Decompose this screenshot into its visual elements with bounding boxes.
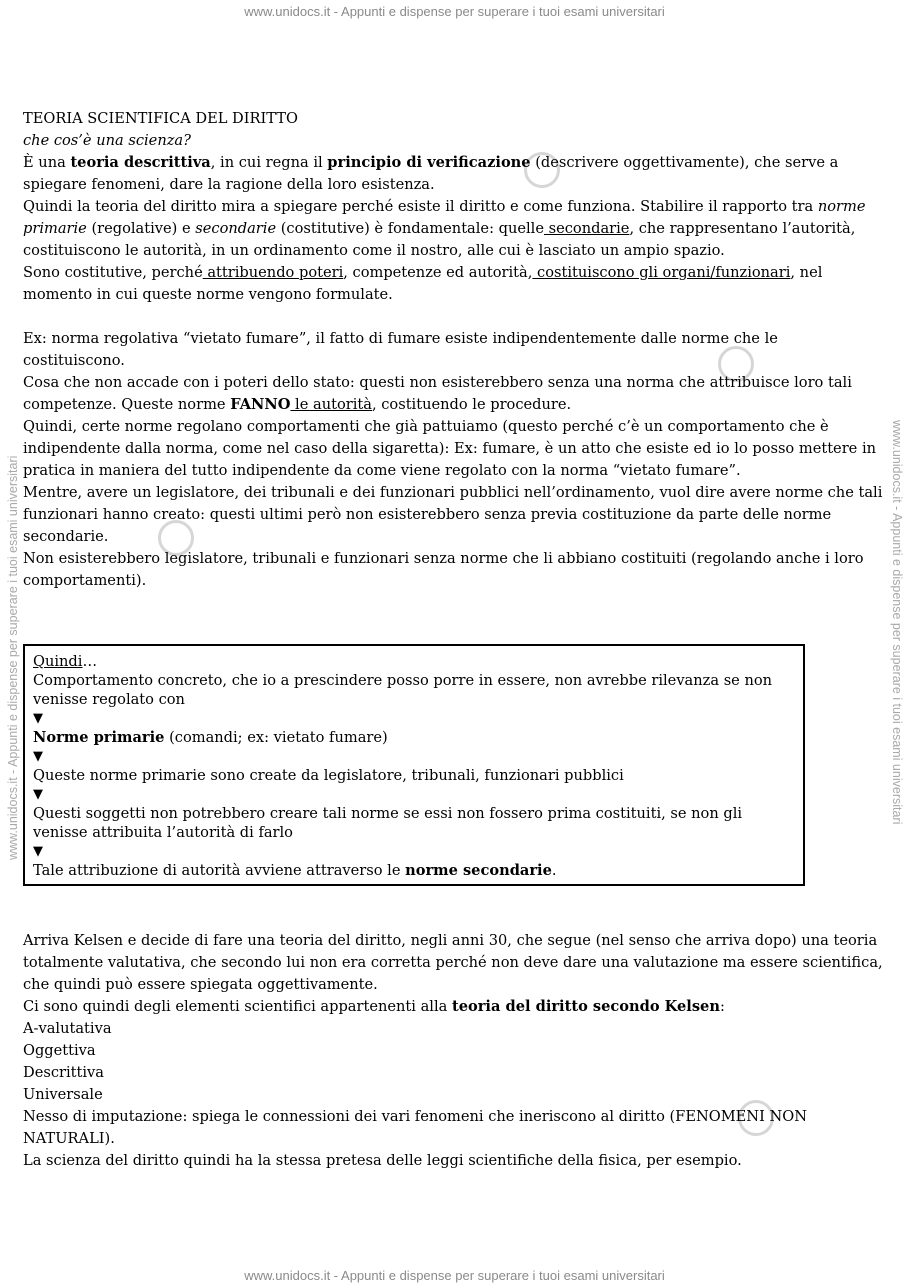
watermark-top: www.unidocs.it - Appunti e dispense per superare i tuoi esami universitari xyxy=(244,4,665,19)
paragraph-4: Ex: norma regolativa “vietato fumare”, il fatto di fumare esiste indipendentemente dalle norme che le costituiscono. xyxy=(23,330,778,369)
list-item: Oggettiva xyxy=(23,1042,96,1059)
document-title: TEORIA SCIENTIFICA DEL DIRITTO xyxy=(23,110,298,127)
paragraph-3: Sono costitutive, perché attribuendo poteri, competenze ed autorità, costituiscono gli organi/funzionari, nel momento in cui queste norme vengono formulate. xyxy=(23,264,823,303)
box-heading: Quindi… xyxy=(33,653,98,670)
box-line-2: Norme primarie (comandi; ex: vietato fumare) xyxy=(33,729,388,746)
question: che cos’è una scienza? xyxy=(23,132,191,149)
arrow-down-icon: ▼ xyxy=(33,844,43,859)
box-line-1: Comportamento concreto, che io a prescindere posso porre in essere, non avrebbe rilevanza se non venisse regolato con xyxy=(33,672,773,708)
paragraph-6: Quindi, certe norme regolano comportamenti che già pattuiamo (questo perché c’è un comportamento che è indipendente dalla norma, come nel caso della sigaretta): Ex: fumare, è un atto che esiste ed io lo posso mettere in pratica in maniera del tutto indipendente da come viene regolato con la norma “vietato fumare”. xyxy=(23,418,877,479)
paragraph-5: Cosa che non accade con i poteri dello stato: questi non esisterebbero senza una norma che attribuisce loro tali competenze. Queste norme FANNO le autorità, costituendo le procedure. xyxy=(23,374,852,413)
watermark-side-right: www.unidocs.it - Appunti e dispense per superare i tuoi esami universitari xyxy=(890,420,904,825)
list-item: A-valutativa xyxy=(23,1020,112,1037)
box-line-5: Tale attribuzione di autorità avviene attraverso le norme secondarie. xyxy=(33,862,557,879)
paragraph-12: La scienza del diritto quindi ha la stessa pretesa delle leggi scientifiche della fisica, per esempio. xyxy=(23,1152,742,1169)
arrow-down-icon: ▼ xyxy=(33,787,43,802)
paragraph-10: Ci sono quindi degli elementi scientifici appartenenti alla teoria del diritto secondo Kelsen: xyxy=(23,998,725,1015)
watermark-side-left: www.unidocs.it - Appunti e dispense per superare i tuoi esami universitari xyxy=(6,455,20,860)
box-line-4: Questi soggetti non potrebbero creare tali norme se essi non fossero prima costituiti, se non gli venisse attribuita l’autorità di farlo xyxy=(33,805,743,841)
summary-box xyxy=(23,644,805,886)
box-line-3: Queste norme primarie sono create da legislatore, tribunali, funzionari pubblici xyxy=(33,767,624,784)
watermark-bottom: www.unidocs.it - Appunti e dispense per superare i tuoi esami universitari xyxy=(244,1268,665,1283)
paragraph-2: Quindi la teoria del diritto mira a spiegare perché esiste il diritto e come funziona. Stabilire il rapporto tra norme primarie (regolative) e secondarie (costitutive) è fondamentale: quelle secondarie, che rappresentano l’autorità, costituiscono le autorità, in un ordinamento come il nostro, alle cui è lasciato un ampio spazio. xyxy=(23,198,866,259)
arrow-down-icon: ▼ xyxy=(33,749,43,764)
paragraph-11: Nesso di imputazione: spiega le connessioni dei vari fenomeni che ineriscono al diritto (FENOMENI NON NATURALI). xyxy=(23,1108,807,1147)
paragraph-9: Arriva Kelsen e decide di fare una teoria del diritto, negli anni 30, che segue (nel senso che arriva dopo) una teoria totalmente valutativa, che secondo lui non era corretta perché non deve dare una valutazione ma essere scientifica, che quindi può essere spiegata oggettivamente. xyxy=(23,932,883,993)
paragraph-1: È una teoria descrittiva, in cui regna il principio di verificazione (descrivere oggettivamente), che serve a spiegare fenomeni, dare la ragione della loro esistenza. xyxy=(23,154,839,193)
arrow-down-icon: ▼ xyxy=(33,711,43,726)
document-body xyxy=(23,108,883,1172)
paragraph-8: Non esisterebbero legislatore, tribunali e funzionari senza norme che li abbiano costituiti (regolando anche i loro comportamenti). xyxy=(23,550,864,589)
list-item: Universale xyxy=(23,1086,103,1103)
list-item: Descrittiva xyxy=(23,1064,104,1081)
paragraph-7: Mentre, avere un legislatore, dei tribunali e dei funzionari pubblici nell’ordinamento, vuol dire avere norme che tali funzionari hanno creato: questi ultimi però non esisterebbero senza previa costituzione da parte delle norme secondarie. xyxy=(23,484,883,545)
